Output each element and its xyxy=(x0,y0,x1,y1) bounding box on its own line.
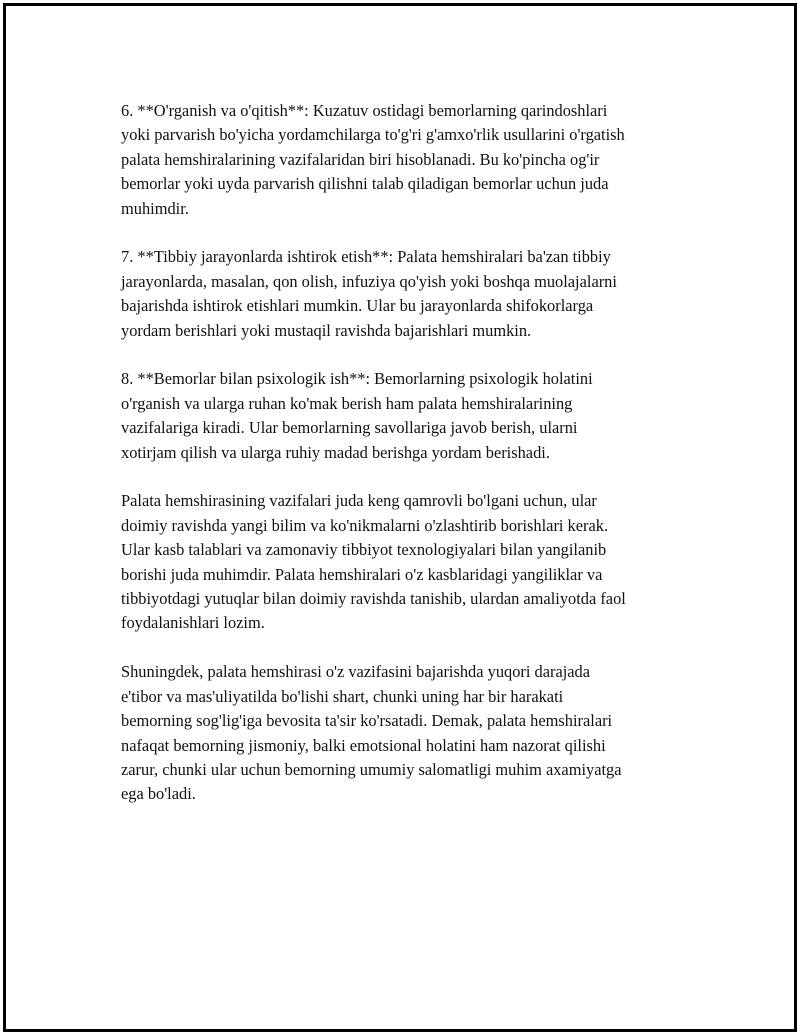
text-line: palata hemshiralarining vazifalaridan biri hisoblanadi. Bu ko'pincha og'ir xyxy=(121,149,600,169)
document-body xyxy=(121,99,701,831)
text-line: bemorlar yoki uyda parvarish qilishni talab qiladigan bemorlar uchun juda xyxy=(121,174,609,194)
text-line: yoki parvarish bo'yicha yordamchilarga to'g'ri g'amxo'rlik usullarini o'rgatish xyxy=(121,125,625,145)
text-line: 7. **Tibbiy jarayonlarda ishtirok etish**: Palata hemshiralari ba'zan tibbiy xyxy=(121,247,611,267)
text-line: nafaqat bemorning jismoniy, balki emotsional holatini ham nazorat qilishi xyxy=(121,735,606,755)
text-line: Shuningdek, palata hemshirasi o'z vazifasini bajarishda yuqori darajada xyxy=(121,662,591,682)
text-line: bajarishda ishtirok etishlari mumkin. Ular bu jarayonlarda shifokorlarga xyxy=(121,296,594,316)
text-line: xotirjam qilish va ularga ruhiy madad berishga yordam berishadi. xyxy=(121,442,550,462)
text-line: 6. **O'rganish va o'qitish**: Kuzatuv ostidagi bemorlarning qarindoshlari xyxy=(121,101,608,120)
paragraph-item-6 xyxy=(121,99,701,221)
text-line: tibbiyotdagi yutuqlar bilan doimiy ravishda tanishib, ulardan amaliyotda faol xyxy=(121,589,626,609)
page-frame xyxy=(3,3,797,1032)
text-line: vazifalariga kiradi. Ular bemorlarning savollariga javob berish, ularni xyxy=(121,418,578,438)
text-line: Ular kasb talablari va zamonaviy tibbiyot texnologiyalari bilan yangilanib xyxy=(121,540,607,560)
text-line: jarayonlarda, masalan, qon olish, infuziya qo'yish yoki boshqa muolajalarni xyxy=(121,271,617,291)
text-line: doimiy ravishda yangi bilim va ko'nikmalarni o'zlashtirib borishlari kerak. xyxy=(121,515,609,535)
paragraph-item-8 xyxy=(121,367,701,465)
text-line: bemorning sog'lig'iga bevosita ta'sir ko'rsatadi. Demak, palata hemshiralari xyxy=(121,711,613,731)
text-line: o'rganish va ularga ruhan ko'mak berish ham palata hemshiralarining xyxy=(121,393,573,413)
text-line: 8. **Bemorlar bilan psixologik ish**: Bemorlarning psixologik holatini xyxy=(121,369,593,389)
text-line: foydalanishlari lozim. xyxy=(121,613,265,633)
text-line: muhimdir. xyxy=(121,198,189,218)
text-line: ega bo'ladi. xyxy=(121,784,196,804)
paragraph-conclusion xyxy=(121,660,701,806)
text-line: borishi juda muhimdir. Palata hemshiralari o'z kasblaridagi yangiliklar va xyxy=(121,564,603,584)
text-line: e'tibor va mas'uliyatilda bo'lishi shart, chunki uning har bir harakati xyxy=(121,686,564,706)
text-line: yordam berishlari yoki mustaqil ravishda bajarishlari mumkin. xyxy=(121,320,532,340)
text-line: zarur, chunki ular uchun bemorning umumiy salomatligi muhim axamiyatga xyxy=(121,759,622,779)
text-line: Palata hemshirasining vazifalari juda keng qamrovli bo'lgani uchun, ular xyxy=(121,491,597,511)
paragraph-summary xyxy=(121,489,701,635)
paragraph-item-7 xyxy=(121,245,701,343)
